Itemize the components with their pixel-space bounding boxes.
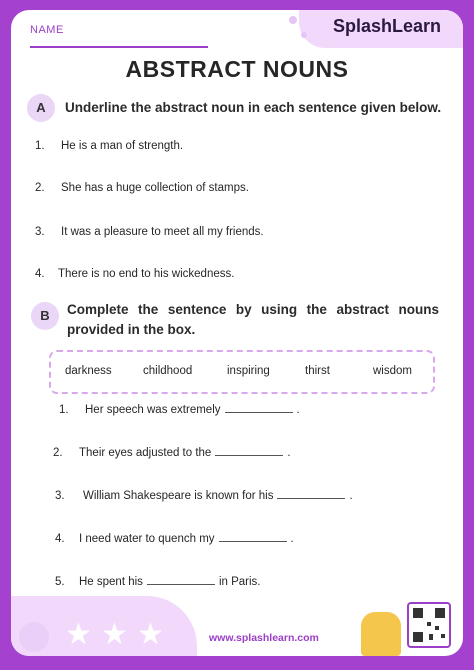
answer-blank[interactable] (215, 454, 283, 456)
answer-blank[interactable] (147, 583, 215, 585)
sentence-b1 (85, 404, 300, 416)
sentence-text: Her speech was extremely (85, 404, 221, 416)
name-line (30, 46, 208, 48)
sentence-text: Their eyes adjusted to the (79, 447, 212, 459)
sentence-end: . (349, 490, 353, 502)
instruction-line-2: provided in the box. (67, 322, 196, 337)
sentence-end: . (287, 447, 291, 459)
sentence-end: . (290, 533, 294, 545)
word-option: childhood (143, 365, 193, 377)
item-number: 4. (35, 268, 45, 280)
worksheet (11, 10, 463, 656)
section-a-instruction: Underline the abstract noun in each sentence given below. (65, 100, 442, 115)
sentence-end: in Paris. (218, 576, 261, 588)
page-title: ABSTRACT NOUNS (125, 56, 349, 82)
item-number: 3. (55, 490, 65, 502)
answer-blank[interactable] (219, 540, 287, 542)
star-icon: ★ (137, 618, 164, 651)
sentence-text: He spent his (79, 576, 143, 588)
instruction-line-1: Complete the sentence by using the abstract nouns (67, 302, 439, 317)
sentence-b2 (79, 447, 291, 459)
star-icon: ★ (101, 618, 128, 651)
item-number: 1. (59, 404, 69, 416)
answer-blank[interactable] (277, 497, 345, 499)
word-option: thirst (305, 365, 330, 377)
sentence-end: . (296, 404, 300, 416)
decor-dot (301, 32, 307, 38)
sentence-a1[interactable]: He is a man of strength. (61, 140, 184, 152)
sentence-text: William Shakespeare is known for his (83, 490, 274, 502)
name-field[interactable] (30, 22, 210, 48)
sentence-b4 (79, 533, 294, 545)
word-option: inspiring (227, 365, 270, 377)
word-box (49, 350, 435, 394)
answer-blank[interactable] (225, 411, 293, 413)
qr-code-icon (407, 602, 451, 648)
section-b-instruction (67, 300, 439, 340)
item-number: 4. (55, 533, 65, 545)
item-number: 1. (35, 140, 45, 152)
sentence-a3[interactable]: It was a pleasure to meet all my friends. (61, 226, 264, 238)
word-option: wisdom (373, 365, 412, 377)
footer-url: www.splashlearn.com (209, 632, 319, 644)
word-option: darkness (65, 365, 112, 377)
star-icon: ★ (65, 618, 92, 651)
section-b-badge: B (31, 302, 59, 330)
item-number: 2. (35, 182, 45, 194)
sentence-a2[interactable]: She has a huge collection of stamps. (61, 182, 249, 194)
smiley-icon (19, 622, 49, 652)
splashlearn-logo: SplashLearn (332, 16, 441, 36)
sentence-text: I need water to quench my (79, 533, 215, 545)
sentence-a4[interactable]: There is no end to his wickedness. (58, 268, 235, 280)
sentence-b3 (83, 490, 353, 502)
mascot-icon (361, 612, 401, 656)
item-number: 2. (53, 447, 63, 459)
name-label: NAME (30, 24, 64, 36)
decor-dot (289, 16, 297, 24)
item-number: 5. (55, 576, 65, 588)
sentence-b5 (79, 576, 260, 588)
section-a-badge: A (27, 94, 55, 122)
item-number: 3. (35, 226, 45, 238)
